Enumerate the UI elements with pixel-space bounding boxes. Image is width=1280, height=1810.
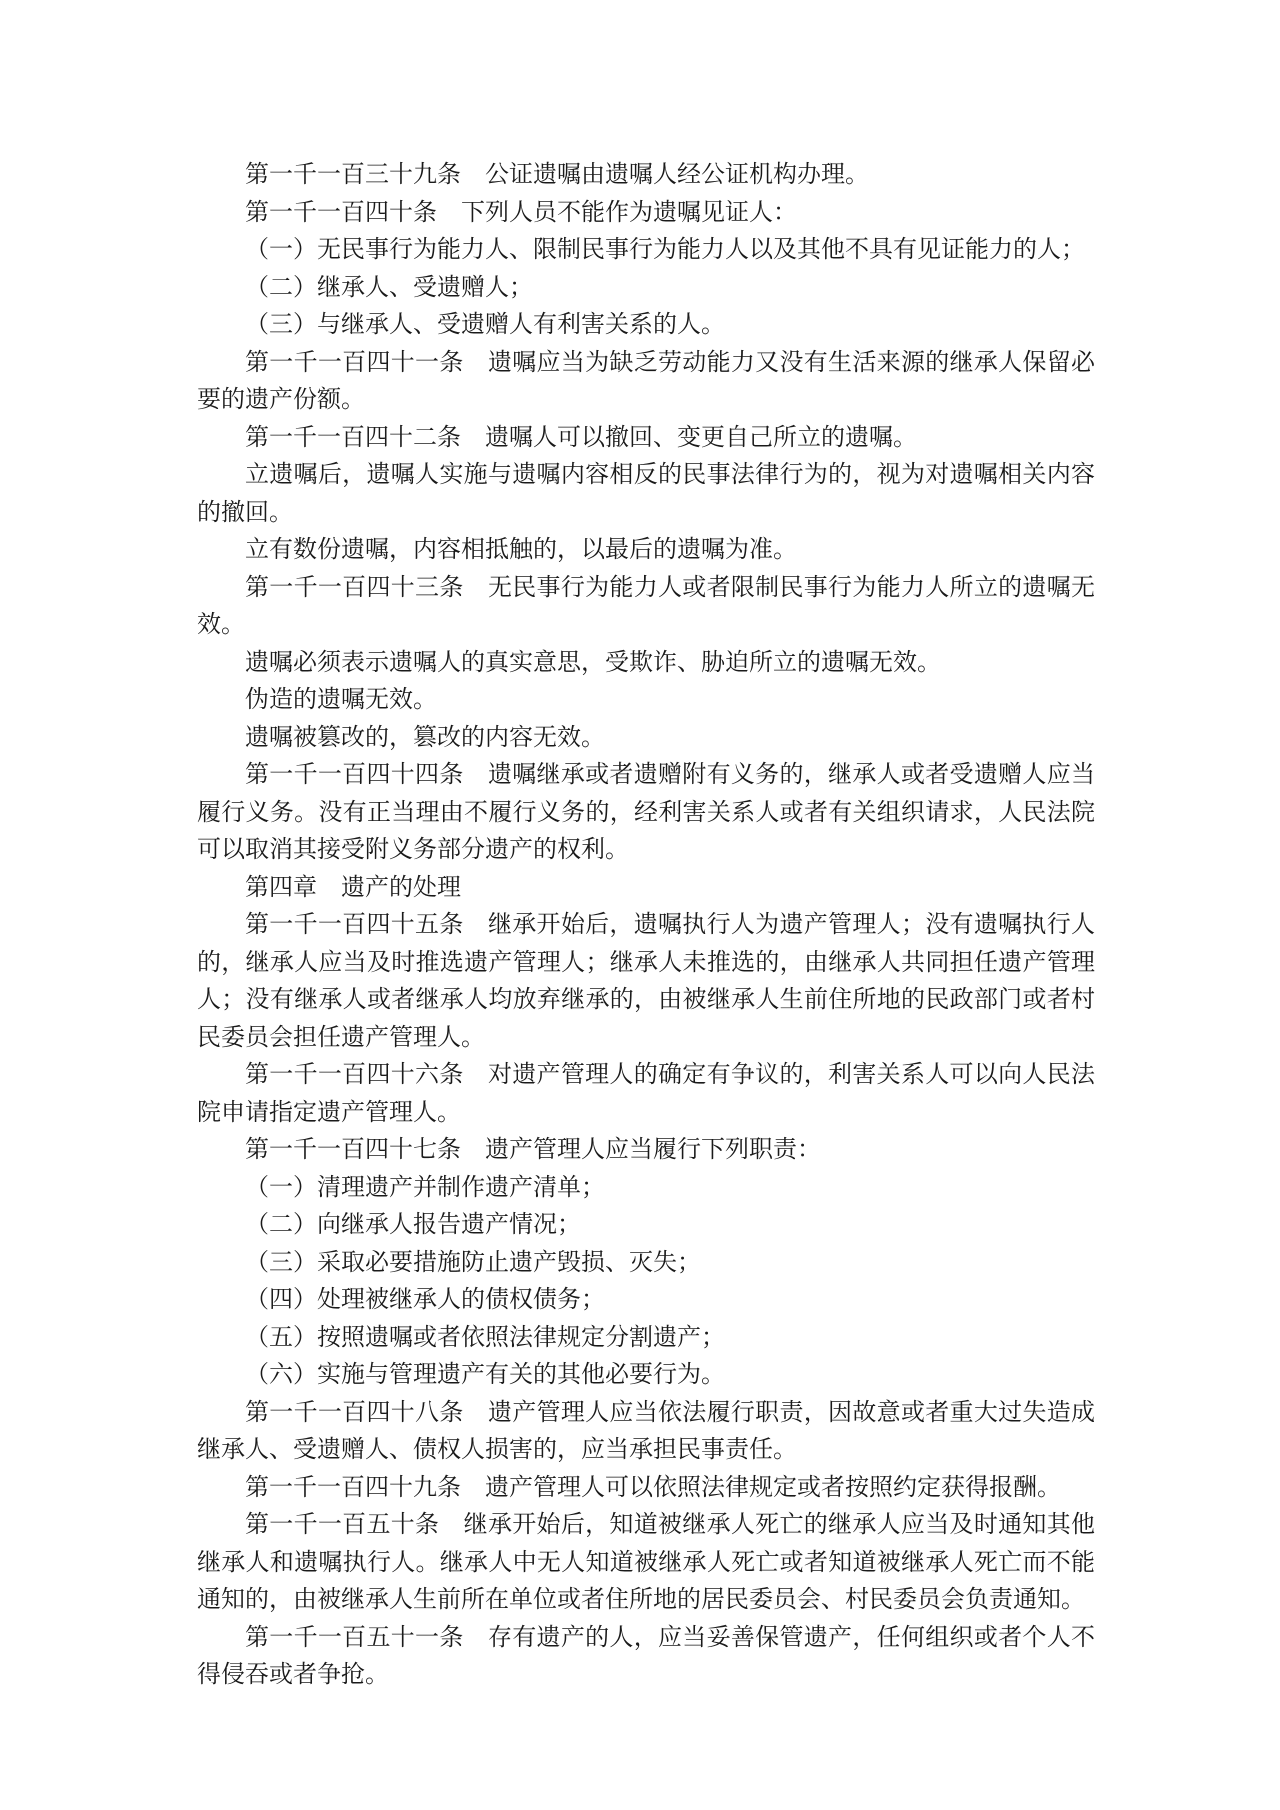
article-1140-item-3: （三）与继承人、受遗赠人有利害关系的人。 bbox=[245, 310, 725, 338]
article-1142-para-2: 立遗嘱后，遗嘱人实施与遗嘱内容相反的民事法律行为的，视为对遗嘱相关内容的撤回。 bbox=[197, 460, 1095, 526]
article-1145: 第一千一百四十五条 继承开始后，遗嘱执行人为遗产管理人；没有遗嘱执行人的，继承人应当及时推选遗产管理人；继承人未推选的，由继承人共同担任遗产管理人；没有继承人或者继承人均放弃继承的，由被继承人生前住所地的民政部门或者村民委员会担任遗产管理人。 bbox=[197, 910, 1095, 1051]
article-1144: 第一千一百四十四条 遗嘱继承或者遗赠附有义务的，继承人或者受遗赠人应当履行义务。没有正当理由不履行义务的，经利害关系人或者有关组织请求，人民法院可以取消其接受附义务部分遗产的权利。 bbox=[197, 760, 1095, 863]
article-1147-item-1: （一）清理遗产并制作遗产清单； bbox=[245, 1172, 605, 1201]
article-1151: 第一千一百五十一条 存有遗产的人，应当妥善保管遗产，任何组织或者个人不得侵吞或者争抢。 bbox=[197, 1622, 1095, 1688]
article-1147-item-2: （二）向继承人报告遗产情况； bbox=[245, 1210, 581, 1238]
article-1146: 第一千一百四十六条 对遗产管理人的确定有争议的，利害关系人可以向人民法院申请指定遗产管理人。 bbox=[197, 1060, 1095, 1126]
article-1143: 第一千一百四十三条 无民事行为能力人或者限制民事行为能力人所立的遗嘱无效。 bbox=[197, 572, 1095, 638]
article-1139: 第一千一百三十九条 公证遗嘱由遗嘱人经公证机构办理。 bbox=[245, 160, 869, 188]
article-1148: 第一千一百四十八条 遗产管理人应当依法履行职责，因故意或者重大过失造成继承人、受遗赠人、债权人损害的，应当承担民事责任。 bbox=[197, 1397, 1095, 1463]
article-1147-item-5: （五）按照遗嘱或者依照法律规定分割遗产； bbox=[245, 1322, 725, 1351]
article-1142-para-3: 立有数份遗嘱，内容相抵触的，以最后的遗嘱为准。 bbox=[245, 535, 797, 563]
article-1142: 第一千一百四十二条 遗嘱人可以撤回、变更自己所立的遗嘱。 bbox=[245, 422, 917, 451]
article-1143-para-3: 伪造的遗嘱无效。 bbox=[245, 685, 437, 713]
article-1143-para-4: 遗嘱被篡改的，篡改的内容无效。 bbox=[245, 722, 605, 751]
article-1141: 第一千一百四十一条 遗嘱应当为缺乏劳动能力又没有生活来源的继承人保留必要的遗产份额。 bbox=[197, 347, 1095, 413]
document-body bbox=[197, 156, 1095, 1694]
article-1140-item-2: （二）继承人、受遗赠人； bbox=[245, 272, 533, 301]
article-1147-item-3: （三）采取必要措施防止遗产毁损、灭失； bbox=[245, 1247, 701, 1276]
article-1147: 第一千一百四十七条 遗产管理人应当履行下列职责： bbox=[245, 1135, 821, 1163]
article-1147-item-4: （四）处理被继承人的债权债务； bbox=[245, 1285, 605, 1313]
article-1150: 第一千一百五十条 继承开始后，知道被继承人死亡的继承人应当及时通知其他继承人和遗嘱执行人。继承人中无人知道被继承人死亡或者知道被继承人死亡而不能通知的，由被继承人生前所在单位或者住所地的居民委员会、村民委员会负责通知。 bbox=[197, 1510, 1095, 1613]
article-1143-para-2: 遗嘱必须表示遗嘱人的真实意思，受欺诈、胁迫所立的遗嘱无效。 bbox=[245, 647, 941, 676]
article-1140: 第一千一百四十条 下列人员不能作为遗嘱见证人： bbox=[245, 197, 797, 226]
article-1140-item-1: （一）无民事行为能力人、限制民事行为能力人以及其他不具有见证能力的人； bbox=[245, 235, 1085, 263]
article-1147-item-6: （六）实施与管理遗产有关的其他必要行为。 bbox=[245, 1360, 725, 1388]
chapter-4-heading: 第四章 遗产的处理 bbox=[245, 872, 461, 901]
article-1149: 第一千一百四十九条 遗产管理人可以依照法律规定或者按照约定获得报酬。 bbox=[245, 1472, 1061, 1501]
